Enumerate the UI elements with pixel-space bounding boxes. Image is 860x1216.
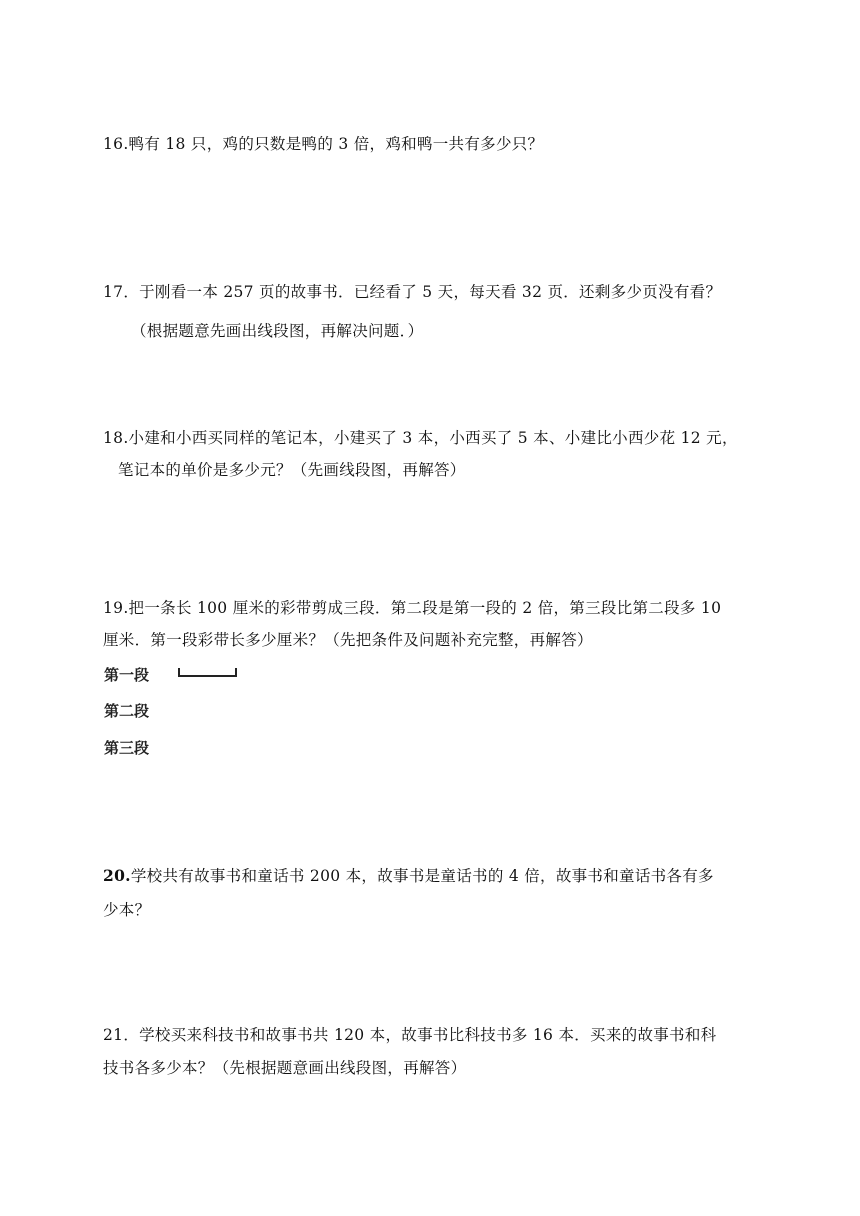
segment-label-first: 第一段	[104, 666, 150, 684]
q16-line-1: 16.鸭有 18 只，鸡的只数是鸭的 3 倍，鸡和鸭一共有多少只？	[103, 135, 544, 153]
q20-text: 学校共有故事书和童话书 200 本，故事书是童话书的 4 倍，故事书和童话书各有多	[130, 867, 714, 885]
q19-line-1: 19.把一条长 100 厘米的彩带剪成三段．第二段是第一段的 2 倍，第三段比第二段多 10	[103, 599, 722, 617]
segment-label-third: 第三段	[104, 739, 150, 757]
q18-line-1: 18.小建和小西买同样的笔记本，小建买了 3 本，小西买了 5 本、小建比小西少花 12 元，	[103, 429, 738, 447]
q20-line-2: 少本？	[103, 901, 151, 919]
q17-line-2: （根据题意先画出线段图，再解决问题．）	[131, 322, 424, 340]
segment-label-second: 第二段	[104, 702, 150, 720]
q19-line-2: 厘米．第一段彩带长多少厘米？（先把条件及问题补充完整，再解答）	[103, 631, 593, 649]
q21-line-1: 21．学校买来科技书和故事书共 120 本，故事书比科技书多 16 本．买来的故事书和科	[103, 1026, 717, 1044]
q17-line-1: 17．于刚看一本 257 页的故事书．已经看了 5 天，每天看 32 页．还剩多少页没有看？	[103, 283, 722, 301]
q21-line-2: 技书各多少本？（先根据题意画出线段图，再解答）	[103, 1059, 467, 1077]
segment-bracket-first	[178, 668, 237, 677]
q20-number: 20.	[103, 866, 131, 885]
q20-line-1	[103, 866, 714, 886]
q18-line-2: 笔记本的单价是多少元？（先画线段图，再解答）	[118, 461, 466, 479]
